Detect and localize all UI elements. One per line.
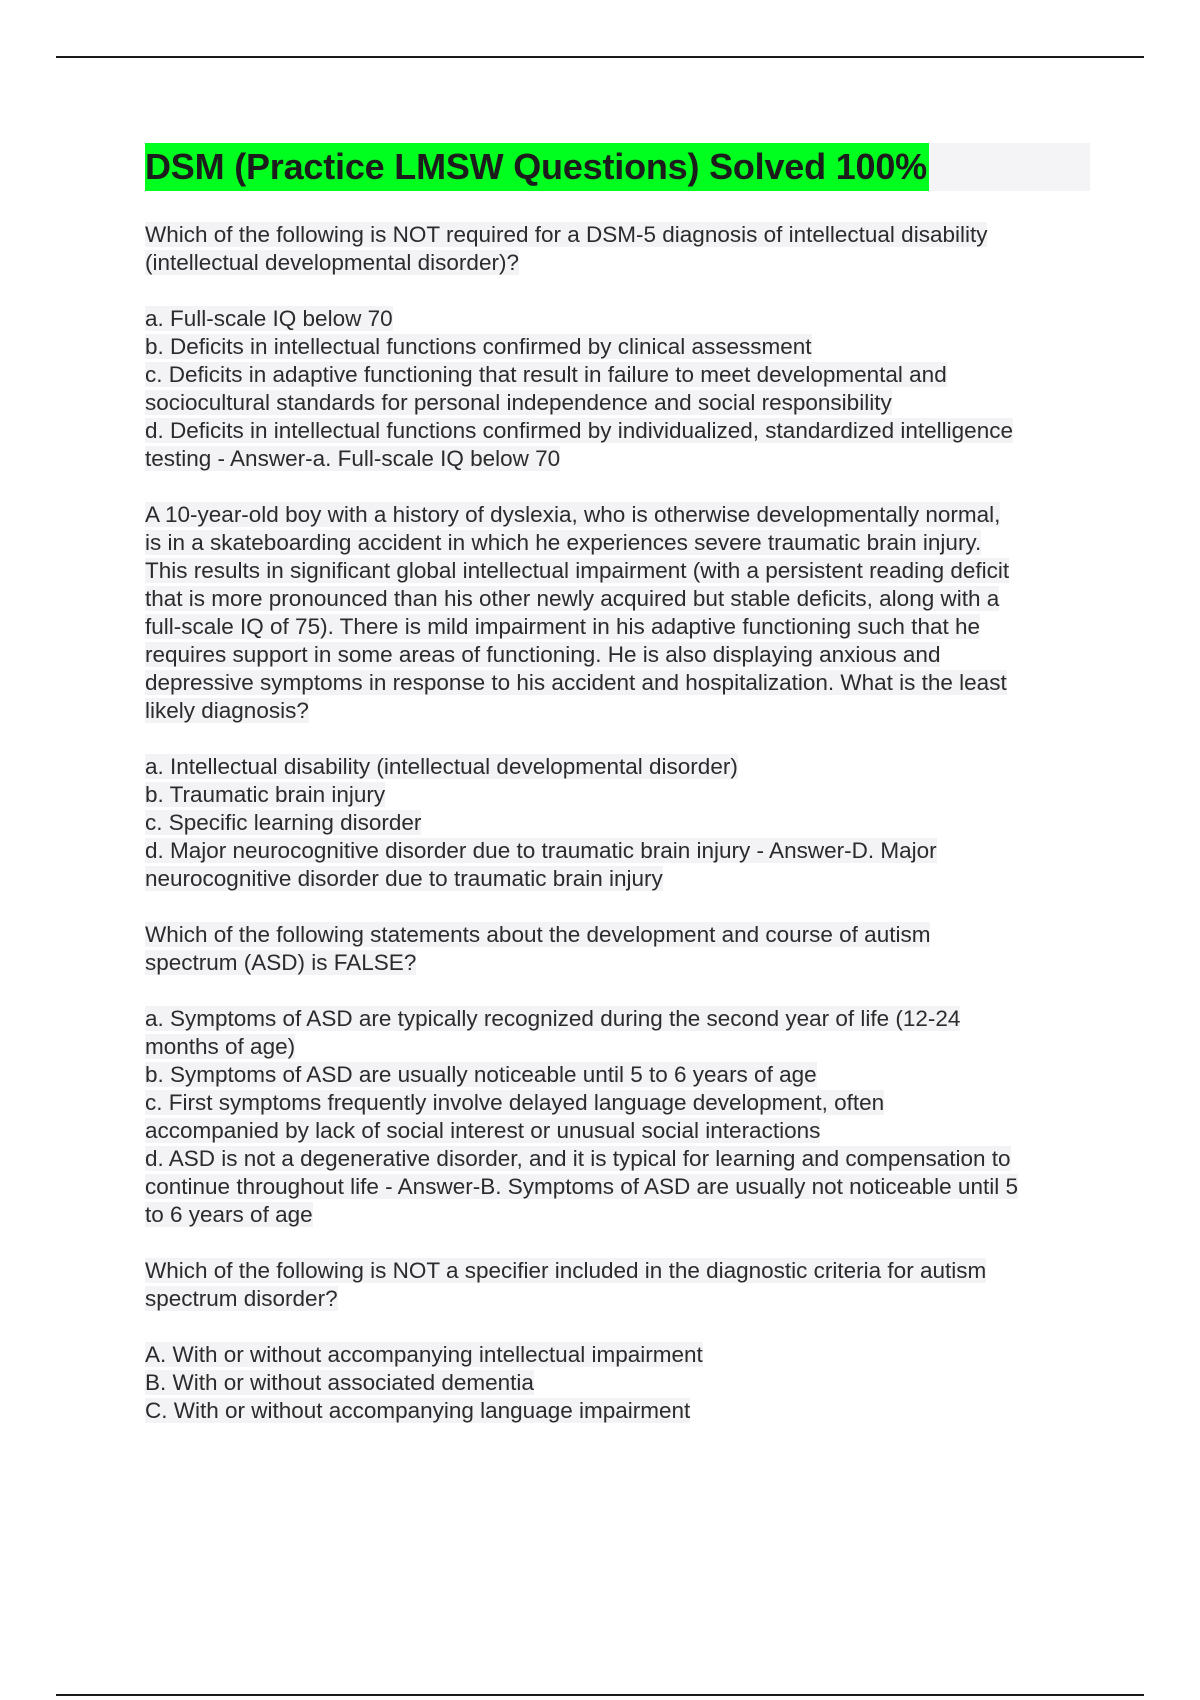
text-line — [145, 249, 1090, 277]
text-line-content: B. With or without associated dementia — [145, 1370, 534, 1395]
text-line — [145, 1061, 1090, 1089]
text-line-content: to 6 years of age — [145, 1202, 313, 1227]
text-line-content: c. Deficits in adaptive functioning that result in failure to meet developmental and — [145, 362, 947, 387]
text-line — [145, 753, 1090, 781]
bottom-page-rule — [56, 1694, 1144, 1696]
text-line — [145, 1285, 1090, 1313]
text-line — [145, 305, 1090, 333]
text-paragraph — [145, 305, 1090, 473]
text-line — [145, 1341, 1090, 1369]
text-line — [145, 641, 1090, 669]
text-line — [145, 1397, 1090, 1425]
text-line — [145, 949, 1090, 977]
top-page-rule — [56, 56, 1144, 58]
text-line-content: is in a skateboarding accident in which he experiences severe traumatic brain injury. — [145, 530, 982, 555]
document-title: DSM (Practice LMSW Questions) Solved 100% — [145, 143, 929, 191]
text-paragraph — [145, 221, 1090, 277]
text-line — [145, 837, 1090, 865]
text-line-content: Which of the following is NOT required for a DSM-5 diagnosis of intellectual disability — [145, 222, 988, 247]
text-line-content: neurocognitive disorder due to traumatic brain injury — [145, 866, 663, 891]
text-line-content: b. Traumatic brain injury — [145, 782, 386, 807]
title-highlight-band — [145, 143, 1090, 191]
text-line — [145, 501, 1090, 529]
text-line-content: C. With or without accompanying language impairment — [145, 1398, 691, 1423]
text-line-content: testing - Answer-a. Full-scale IQ below 70 — [145, 446, 561, 471]
text-line — [145, 921, 1090, 949]
text-paragraph — [145, 1257, 1090, 1313]
text-line — [145, 781, 1090, 809]
text-line-content: d. ASD is not a degenerative disorder, and it is typical for learning and compensation to — [145, 1146, 1011, 1171]
text-line-content: a. Symptoms of ASD are typically recognized during the second year of life (12-24 — [145, 1006, 961, 1031]
text-line-content: Which of the following statements about the development and course of autism — [145, 922, 931, 947]
document-page-body — [145, 143, 1090, 1453]
text-line — [145, 221, 1090, 249]
text-line — [145, 1201, 1090, 1229]
text-line-content: Which of the following is NOT a specifier included in the diagnostic criteria for autism — [145, 1258, 987, 1283]
text-line-content: d. Deficits in intellectual functions confirmed by individualized, standardized intelligence — [145, 418, 1013, 443]
text-line — [145, 865, 1090, 893]
text-line — [145, 669, 1090, 697]
text-paragraph — [145, 501, 1090, 725]
text-line — [145, 361, 1090, 389]
text-line — [145, 1145, 1090, 1173]
text-line-content: A. With or without accompanying intellectual impairment — [145, 1342, 703, 1367]
text-line — [145, 445, 1090, 473]
text-line-content: c. First symptoms frequently involve delayed language development, often — [145, 1090, 885, 1115]
text-line-content: A 10-year-old boy with a history of dyslexia, who is otherwise developmentally normal, — [145, 502, 1001, 527]
text-line — [145, 389, 1090, 417]
text-line — [145, 613, 1090, 641]
text-line — [145, 1173, 1090, 1201]
text-line — [145, 1117, 1090, 1145]
text-line-content: spectrum (ASD) is FALSE? — [145, 950, 417, 975]
text-line — [145, 585, 1090, 613]
text-line-content: This results in significant global intellectual impairment (with a persistent reading deficit — [145, 558, 1010, 583]
text-line — [145, 809, 1090, 837]
text-line — [145, 1257, 1090, 1285]
text-line — [145, 557, 1090, 585]
text-line-content: a. Full-scale IQ below 70 — [145, 306, 393, 331]
text-line — [145, 417, 1090, 445]
text-line-content: accompanied by lack of social interest or unusual social interactions — [145, 1118, 821, 1143]
question-list — [145, 221, 1090, 1425]
text-line-content: that is more pronounced than his other newly acquired but stable deficits, along with a — [145, 586, 1000, 611]
text-line-content: (intellectual developmental disorder)? — [145, 250, 519, 275]
text-line-content: depressive symptoms in response to his accident and hospitalization. What is the least — [145, 670, 1007, 695]
text-line-content: spectrum disorder? — [145, 1286, 338, 1311]
text-line-content: c. Specific learning disorder — [145, 810, 422, 835]
text-line-content: sociocultural standards for personal independence and social responsibility — [145, 390, 892, 415]
text-line-content: months of age) — [145, 1034, 296, 1059]
text-line — [145, 529, 1090, 557]
text-line — [145, 697, 1090, 725]
text-line-content: requires support in some areas of functioning. He is also displaying anxious and — [145, 642, 941, 667]
text-line-content: a. Intellectual disability (intellectual developmental disorder) — [145, 754, 738, 779]
text-paragraph — [145, 1005, 1090, 1229]
text-line — [145, 1033, 1090, 1061]
text-line-content: d. Major neurocognitive disorder due to traumatic brain injury - Answer-D. Major — [145, 838, 937, 863]
text-line — [145, 333, 1090, 361]
text-line-content: continue throughout life - Answer-B. Symptoms of ASD are usually not noticeable until 5 — [145, 1174, 1018, 1199]
text-line-content: likely diagnosis? — [145, 698, 309, 723]
text-line — [145, 1005, 1090, 1033]
text-line-content: b. Deficits in intellectual functions confirmed by clinical assessment — [145, 334, 812, 359]
text-paragraph — [145, 921, 1090, 977]
text-paragraph — [145, 753, 1090, 893]
text-line-content: full-scale IQ of 75). There is mild impairment in his adaptive functioning such that he — [145, 614, 980, 639]
text-paragraph — [145, 1341, 1090, 1425]
text-line — [145, 1369, 1090, 1397]
text-line-content: b. Symptoms of ASD are usually noticeable until 5 to 6 years of age — [145, 1062, 817, 1087]
text-line — [145, 1089, 1090, 1117]
